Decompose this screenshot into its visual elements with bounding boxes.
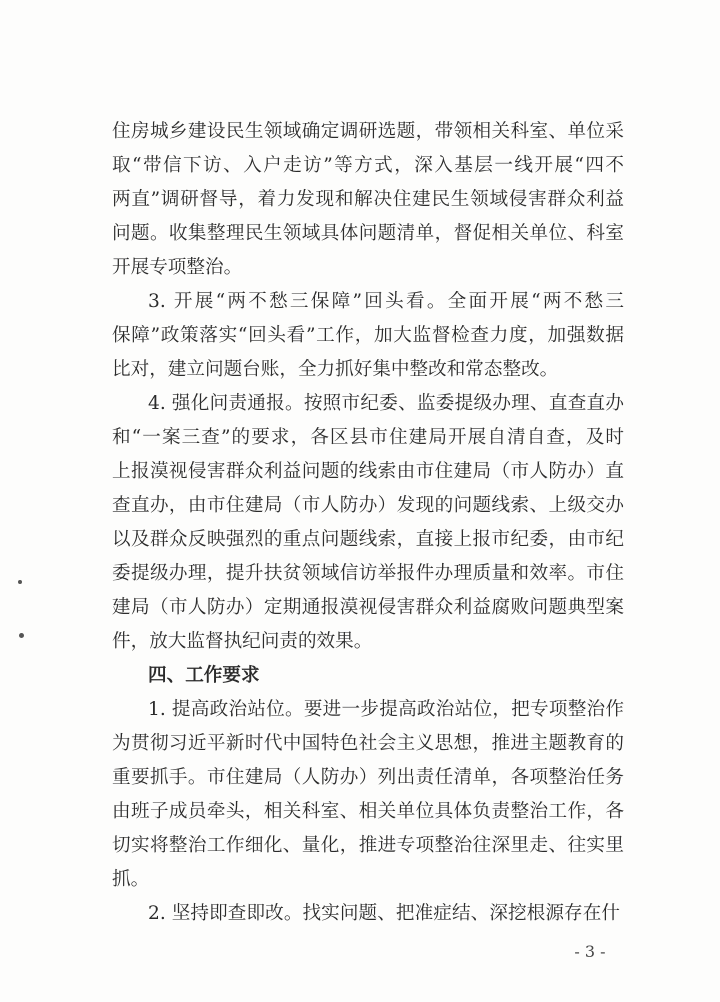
text-line: 由班子成员牵头，相关科室、相关单位具体负责整治工作，各 (112, 801, 624, 822)
text-line: 委提级办理，提升扶贫领域信访举报件办理质量和效率。市住 (112, 563, 624, 584)
text-line: 取“带信下访、入户走访”等方式，深入基层一线开展“四不 (112, 155, 624, 176)
text-line: 开展专项整治。 (112, 257, 243, 278)
text-line: 2. 坚持即查即改。找实问题、把准症结、深挖根源存在什 (148, 903, 620, 924)
text-line: 切实将整治工作细化、量化，推进专项整治往深里走、往实里 (112, 835, 624, 856)
text-line: 抓。 (112, 869, 150, 890)
scan-speck (19, 633, 24, 638)
text-line: 件，放大监督执纪问责的效果。 (112, 631, 373, 652)
page-number: - 3 - (574, 942, 606, 961)
text-line: 保障”政策落实“回头看”工作，加大监督检查力度，加强数据 (112, 325, 624, 346)
scan-speck (18, 580, 22, 584)
text-line: 建局（市人防办）定期通报漠视侵害群众利益腐败问题典型案 (112, 597, 624, 618)
text-line: 1. 提高政治站位。要进一步提高政治站位，把专项整治作 (148, 699, 624, 720)
text-line: 以及群众反映强烈的重点问题线索，直接上报市纪委，由市纪 (112, 529, 624, 550)
text-line: 问题。收集整理民生领域具体问题清单，督促相关单位、科室 (112, 223, 624, 244)
text-line: 和“一案三查”的要求，各区县市住建局开展自清自查，及时 (112, 427, 624, 448)
text-line: 比对，建立问题台账，全力抓好集中整改和常态整改。 (112, 359, 559, 380)
text-line: 查直办，由市住建局（市人防办）发现的问题线索、上级交办 (112, 495, 624, 516)
text-line: 4. 强化问责通报。按照市纪委、监委提级办理、直查直办 (148, 393, 624, 414)
text-line: 两直”调研督导，着力发现和解决住建民生领域侵害群众利益 (112, 189, 624, 210)
text-line: 3. 开展“两不愁三保障”回头看。全面开展“两不愁三 (148, 291, 624, 312)
text-line: 住房城乡建设民生领域确定调研选题，带领相关科室、单位采 (112, 121, 624, 142)
text-line: 上报漠视侵害群众利益问题的线索由市住建局（市人防办）直 (112, 461, 624, 482)
text-line: 为贯彻习近平新时代中国特色社会主义思想，推进主题教育的 (112, 733, 624, 754)
text-line: 重要抓手。市住建局（人防办）列出责任清单，各项整治任务 (112, 767, 624, 788)
section-heading: 四、工作要求 (148, 665, 260, 686)
